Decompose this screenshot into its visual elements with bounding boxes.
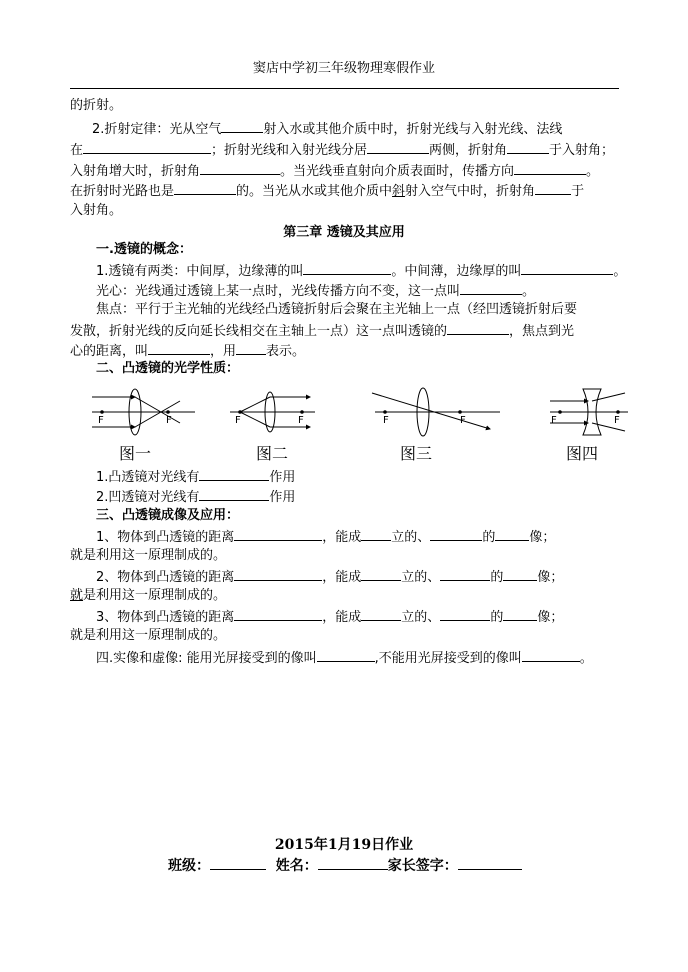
page-header: 窦店中学初三年级物理寒假作业 [252, 61, 435, 76]
blank[interactable] [221, 119, 263, 133]
focus-label: F [383, 415, 389, 426]
text-line: 发散，折射光线的反向延长线相交在主轴上一点）这一点叫透镜的 ，焦点到光 [70, 321, 574, 341]
section-title: 一.透镜的概念： [96, 242, 192, 257]
text-line: 2.凹透镜对光线有 作用 [96, 487, 295, 507]
blank[interactable] [361, 607, 401, 621]
section-title: 二、凸透镜的光学性质： [96, 361, 240, 376]
text-line: 在 ；折射光线和入射光线分居 两侧，折射角 于入射角； [70, 140, 614, 160]
text-line: 就是利用这一原理制成的。 [70, 628, 227, 643]
blank[interactable] [361, 527, 391, 541]
blank[interactable] [460, 281, 522, 295]
text-line: 光心：光线通过透镜上某一点时，光线传播方向不变，这一点叫 。 [96, 281, 535, 301]
focus-label: F [166, 415, 172, 426]
figure-3-label: 图三 [400, 444, 433, 463]
text-line: 1、物体到凸透镜的距离 ，能成 立的、 的 像； [96, 527, 555, 547]
figure-2-label: 图二 [256, 444, 289, 463]
figure-3 [372, 388, 500, 436]
blank[interactable] [503, 567, 537, 581]
text-line: 1.透镜有两类：中间厚，边缘薄的叫 。中间薄，边缘厚的叫 。 [96, 261, 626, 281]
name-field[interactable] [318, 856, 388, 870]
blank[interactable] [234, 607, 322, 621]
blank[interactable] [200, 161, 280, 175]
blank[interactable] [303, 261, 391, 275]
focus-label: F [614, 415, 620, 426]
blank[interactable] [440, 607, 490, 621]
focus-label: F [235, 415, 241, 426]
blank[interactable] [507, 140, 549, 154]
blank[interactable] [440, 567, 490, 581]
class-field[interactable] [210, 856, 266, 870]
figure-4-label: 图四 [566, 444, 599, 463]
text-line: 的折射。 [70, 98, 123, 113]
figure-1 [92, 389, 195, 435]
focus-label: F [460, 415, 466, 426]
blank[interactable] [521, 261, 613, 275]
blank[interactable] [199, 467, 269, 481]
text-line: 在折射时光路也是 的。当光从水或其他介质中斜射入空气中时，折射角 于 [70, 181, 584, 201]
figure-2 [230, 392, 315, 432]
text-line: 四.实像和虚像: 能用光屏接受到的像叫 ,不能用光屏接受到的像叫 。 [96, 648, 593, 668]
focus-label: F [551, 415, 557, 426]
text-line: 2、物体到凸透镜的距离 ，能成 立的、 的 像； [96, 567, 563, 587]
blank[interactable] [317, 648, 375, 662]
blank[interactable] [148, 341, 210, 355]
text-line: 就是利用这一原理制成的。 [70, 588, 227, 603]
date-title: 2015年1月19日作业 [274, 837, 414, 853]
blank[interactable] [234, 567, 322, 581]
blank[interactable] [234, 527, 322, 541]
blank[interactable] [503, 607, 537, 621]
text-line: 心的距离，叫 ，用 表示。 [70, 341, 305, 361]
text-line: 焦点：平行于主光轴的光线经凸透镜折射后会聚在主光轴上一点（经凹透镜折射后要 [96, 302, 578, 317]
figure-4 [550, 389, 628, 435]
focus-label: F [298, 415, 304, 426]
blank[interactable] [174, 181, 236, 195]
student-info-line: 班级： 姓名： 家长签字： [168, 855, 522, 875]
focus-label: F [98, 415, 104, 426]
blank[interactable] [199, 487, 269, 501]
parent-signature-field[interactable] [458, 856, 522, 870]
blank[interactable] [430, 527, 482, 541]
blank[interactable] [367, 140, 429, 154]
lens-diagrams [80, 385, 640, 440]
blank[interactable] [83, 140, 211, 154]
text-line: 3、物体到凸透镜的距离 ，能成 立的、 的 像； [96, 607, 563, 627]
header-rule [70, 88, 619, 89]
blank[interactable] [361, 567, 401, 581]
text-line: 入射角。 [70, 203, 123, 218]
text-line: 就是利用这一原理制成的。 [70, 548, 227, 563]
figure-1-label: 图一 [119, 444, 152, 463]
chapter-title: 第三章 透镜及其应用 [283, 225, 405, 240]
section-title: 三、凸透镜成像及应用： [96, 508, 240, 523]
text-line: 入射角增大时，折射角 。当光线垂直射向介质表面时，传播方向 。 [70, 161, 599, 181]
blank[interactable] [514, 161, 586, 175]
blank[interactable] [535, 181, 571, 195]
text-line: 1.凸透镜对光线有 作用 [96, 467, 295, 487]
blank[interactable] [522, 648, 580, 662]
blank[interactable] [447, 321, 509, 335]
text-line: 2.折射定律：光从空气 射入水或其他介质中时，折射光线与入射光线、法线 [92, 119, 562, 139]
blank[interactable] [495, 527, 529, 541]
blank[interactable] [236, 341, 266, 355]
